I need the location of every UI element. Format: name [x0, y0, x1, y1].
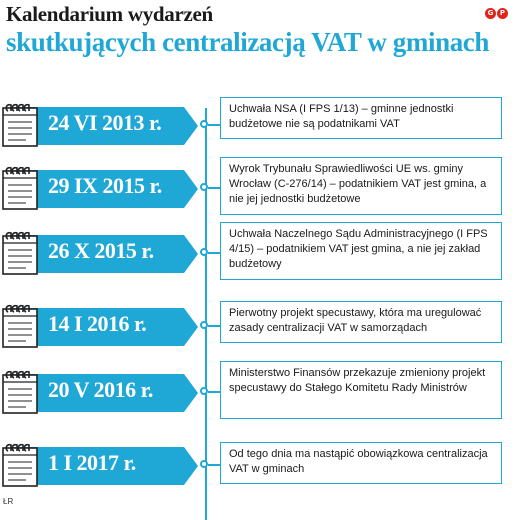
timeline-connector	[208, 325, 220, 327]
date-arrow	[184, 308, 198, 346]
timeline-connector	[208, 391, 220, 393]
timeline-dot	[200, 248, 208, 256]
calendar-icon	[0, 163, 40, 211]
timeline-event	[0, 437, 518, 497]
event-description: Uchwała Naczelnego Sądu Administracyjnego (I FPS 4/15) – podatnikiem VAT jest gmina, a nie jej zakład budżetowy	[220, 222, 502, 280]
timeline-dot	[200, 387, 208, 395]
timeline-dot	[200, 183, 208, 191]
timeline-connector	[208, 124, 220, 126]
date-arrow	[184, 235, 198, 273]
timeline-event	[0, 225, 518, 285]
timeline-connector	[208, 252, 220, 254]
timeline-event	[0, 364, 518, 424]
event-description: Od tego dnia ma nastąpić obowiązkowa centralizacja VAT w gminach	[220, 442, 502, 484]
timeline-dot	[200, 120, 208, 128]
event-date: 26 X 2015 r.	[48, 238, 154, 263]
calendar-icon	[0, 440, 40, 488]
timeline-event	[0, 160, 518, 220]
timeline-dot	[200, 460, 208, 468]
title-line-2: skutkujących centralizacją VAT w gminach	[6, 27, 490, 57]
timeline-connector	[208, 187, 220, 189]
logo-letter-p: P	[497, 8, 508, 19]
event-date: 29 IX 2015 r.	[48, 173, 162, 198]
source-credit: ŁR	[3, 497, 14, 506]
date-arrow	[184, 374, 198, 412]
calendar-icon	[0, 367, 40, 415]
title-line-1: Kalendarium wydarzeń	[6, 2, 213, 26]
date-arrow	[184, 170, 198, 208]
date-arrow	[184, 447, 198, 485]
event-description: Uchwała NSA (I FPS 1/13) – gminne jednostki budżetowe nie są podatnikami VAT	[220, 97, 502, 139]
event-date: 24 VI 2013 r.	[48, 110, 162, 135]
publisher-logo	[485, 8, 508, 19]
timeline-connector	[208, 464, 220, 466]
event-date: 20 V 2016 r.	[48, 377, 153, 402]
calendar-icon	[0, 301, 40, 349]
event-description: Pierwotny projekt specustawy, która ma uregulować zasady centralizacji VAT w samorządach	[220, 301, 502, 343]
event-description: Wyrok Trybunału Sprawiedliwości UE ws. gminy Wrocław (C-276/14) – podatnikiem VAT jest gmina, a nie jej jednostki budżetowe	[220, 157, 502, 215]
event-date: 14 I 2016 r.	[48, 311, 147, 336]
timeline-dot	[200, 321, 208, 329]
event-description: Ministerstwo Finansów przekazuje zmieniony projekt specustawy do Stałego Komitetu Rady Ministrów	[220, 361, 502, 419]
timeline-event	[0, 97, 518, 157]
calendar-icon	[0, 228, 40, 276]
event-date: 1 I 2017 r.	[48, 450, 136, 475]
date-arrow	[184, 107, 198, 145]
logo-letter-g: G	[485, 8, 496, 19]
timeline-event	[0, 298, 518, 358]
calendar-icon	[0, 100, 40, 148]
